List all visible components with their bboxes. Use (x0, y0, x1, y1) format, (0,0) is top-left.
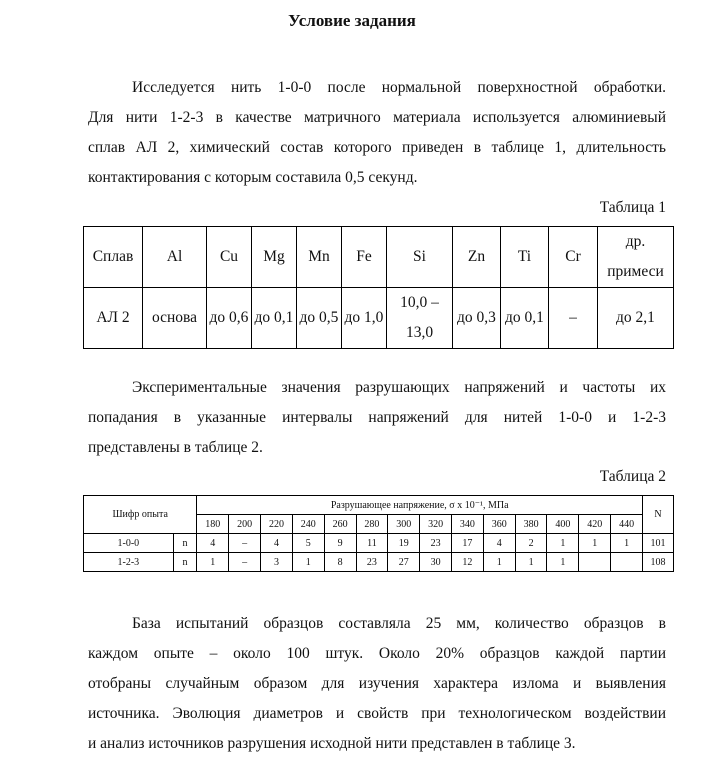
stress-value-cell: 220 (261, 515, 293, 534)
text-line: Экспериментальные значения разрушающих напряжений и частоты их (132, 379, 666, 396)
stress-value-cell: 200 (229, 515, 261, 534)
frequency-cell: 12 (452, 553, 484, 572)
stress-value-cell: 360 (483, 515, 515, 534)
frequency-cell: 4 (261, 534, 293, 553)
text-line: сплав АЛ 2, химический состав которого приведен в таблице 1, длительность (88, 139, 666, 156)
header-cell: Zn (453, 227, 501, 288)
table-row (84, 534, 674, 553)
fracture-stress-table (83, 495, 674, 572)
text-line: Исследуется нить 1-0-0 после нормальной поверхностной обработки. (132, 79, 666, 96)
text-line: База испытаний образцов составляла 25 мм, количество образцов в (132, 615, 666, 632)
frequency-cell: 30 (420, 553, 452, 572)
frequency-cell: – (229, 553, 261, 572)
frequency-cell: 8 (324, 553, 356, 572)
frequency-cell: 23 (356, 553, 388, 572)
table-cell: до 1,0 (342, 288, 387, 349)
table-1-caption: Таблица 1 (599, 199, 666, 216)
header-cell: Cr (549, 227, 598, 288)
stress-header: Разрушающее напряжение, σ x 10⁻¹, МПа (197, 496, 643, 515)
text-line: Для нити 1-2-3 в качестве матричного материала используется алюминиевый (88, 109, 666, 126)
cipher-header: Шифр опыта (84, 496, 197, 534)
text-line: контактирования с которым составила 0,5 секунд. (88, 169, 418, 186)
stress-value-cell: 280 (356, 515, 388, 534)
stress-value-cell: 180 (197, 515, 229, 534)
total-header: N (643, 496, 674, 534)
frequency-cell: 1 (292, 553, 324, 572)
stress-value-cell: 240 (292, 515, 324, 534)
header-cell: др. примеси (598, 227, 674, 288)
table-cell: до 0,1 (501, 288, 549, 349)
symbol-cell: n (173, 534, 197, 553)
header-cell: Fe (342, 227, 387, 288)
frequency-cell: – (229, 534, 261, 553)
table-cell: АЛ 2 (84, 288, 143, 349)
frequency-cell: 27 (388, 553, 420, 572)
header-cell: Mg (252, 227, 297, 288)
stress-value-cell: 300 (388, 515, 420, 534)
paragraph-1 (88, 73, 666, 193)
table-cell: 10,0 – 13,0 (387, 288, 453, 349)
cipher-cell: 1-2-3 (84, 553, 174, 572)
frequency-cell: 11 (356, 534, 388, 553)
text-line: отобраны случайным образом для изучения характера излома и выявления (88, 675, 666, 692)
frequency-cell (611, 553, 643, 572)
symbol-cell: n (173, 553, 197, 572)
frequency-cell: 1 (547, 534, 579, 553)
frequency-cell: 4 (483, 534, 515, 553)
header-cell: Cu (207, 227, 252, 288)
cipher-cell: 1-0-0 (84, 534, 174, 553)
header-cell: Ti (501, 227, 549, 288)
frequency-cell: 17 (452, 534, 484, 553)
stress-value-cell: 260 (324, 515, 356, 534)
frequency-cell: 5 (292, 534, 324, 553)
frequency-cell: 9 (324, 534, 356, 553)
header-cell: Si (387, 227, 453, 288)
stress-value-cell: 380 (515, 515, 547, 534)
frequency-cell: 2 (515, 534, 547, 553)
stress-value-cell: 320 (420, 515, 452, 534)
table-2-caption: Таблица 2 (599, 468, 666, 485)
table-cell: до 0,3 (453, 288, 501, 349)
table-row (84, 553, 674, 572)
total-cell: 108 (643, 553, 674, 572)
table-cell: – (549, 288, 598, 349)
frequency-cell: 1 (515, 553, 547, 572)
text-line: источника. Эволюция диаметров и свойств при технологическом воздействии (88, 705, 666, 722)
header-cell: Mn (297, 227, 342, 288)
frequency-cell: 1 (579, 534, 611, 553)
total-cell: 101 (643, 534, 674, 553)
frequency-cell (579, 553, 611, 572)
table-header-row (84, 496, 674, 515)
text-line: попадания в указанные интервалы напряжений для нитей 1-0-0 и 1-2-3 (88, 409, 666, 426)
frequency-cell: 1 (483, 553, 515, 572)
table-cell: до 0,1 (252, 288, 297, 349)
text-line: представлены в таблице 2. (88, 439, 263, 456)
table-cell: до 0,6 (207, 288, 252, 349)
frequency-cell: 1 (611, 534, 643, 553)
header-cell: Al (143, 227, 207, 288)
frequency-cell: 1 (547, 553, 579, 572)
stress-value-cell: 400 (547, 515, 579, 534)
frequency-cell: 1 (197, 553, 229, 572)
table-cell: до 2,1 (598, 288, 674, 349)
page-title: Условие задания (288, 11, 416, 30)
text-line: и анализ источников разрушения исходной нити представлен в таблице 3. (88, 735, 576, 752)
frequency-cell: 3 (261, 553, 293, 572)
table-row (84, 288, 674, 349)
alloy-composition-table (83, 226, 674, 349)
frequency-cell: 19 (388, 534, 420, 553)
frequency-cell: 23 (420, 534, 452, 553)
stress-value-cell: 340 (452, 515, 484, 534)
frequency-cell: 4 (197, 534, 229, 553)
table-cell: до 0,5 (297, 288, 342, 349)
stress-value-cell: 420 (579, 515, 611, 534)
table-header-row (84, 227, 674, 288)
text-line: каждом опыте – около 100 штук. Около 20% образцов каждой партии (88, 645, 666, 662)
header-cell: Сплав (84, 227, 143, 288)
stress-value-cell: 440 (611, 515, 643, 534)
paragraph-2 (88, 373, 666, 463)
table-cell: основа (143, 288, 207, 349)
paragraph-3 (88, 609, 666, 759)
